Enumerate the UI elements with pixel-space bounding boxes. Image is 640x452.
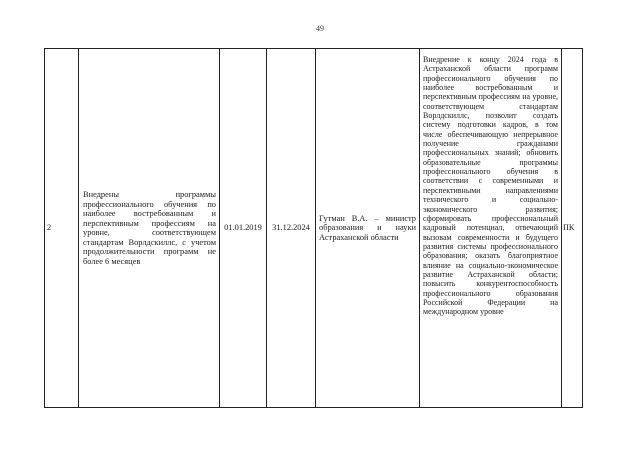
end-date-cell [267,49,316,408]
result-text: Внедрение к концу 2024 года в Астраханской области программ профессионального обучения по наиболее востребованным и перспективным профессиям на уровне, соответствующем стандартам Ворлдскиллс, позволит создать систему подготовки кадров, в том числе обеспечивающую непрерывное получение гражданами профессиональных знаний; обновить образовательные программы профессионального обучения в соответствии с современными и перспективными направлениями технического и социально-экономического развития; сформировать профессиональный кадровый потенциал, отвечающий вызовам современности и будущего развития системы профессионального образования; оказать благоприятное влияние на социально-экономическое развитие Астраханской области; повысить конкурентоспособность профессионального образования Российской Федерации на международном уровне [423,55,558,317]
result-cell [420,49,562,408]
table-row [45,49,583,408]
project-table [44,48,583,408]
measure-text: Внедрены программы профессионального обучения по наиболее востребованным и перспективным профессиям на уровне, соответствующем стандартам Ворлдскиллс, с учетом продолжительности программ не более 6 месяцев [83,190,216,266]
end-date: 31.12.2024 [272,223,310,233]
page-number: 49 [316,24,324,33]
type-cell [562,49,583,408]
start-date-cell [220,49,267,408]
responsible-text: Гутман В.А. – министр образования и науки Астраханской области [319,213,416,242]
type-code: ПК [563,223,575,233]
measure-cell [79,49,220,408]
responsible-cell [316,49,420,408]
row-number-cell [45,49,79,408]
start-date: 01.01.2019 [224,223,262,233]
row-number: 2 [47,223,52,233]
